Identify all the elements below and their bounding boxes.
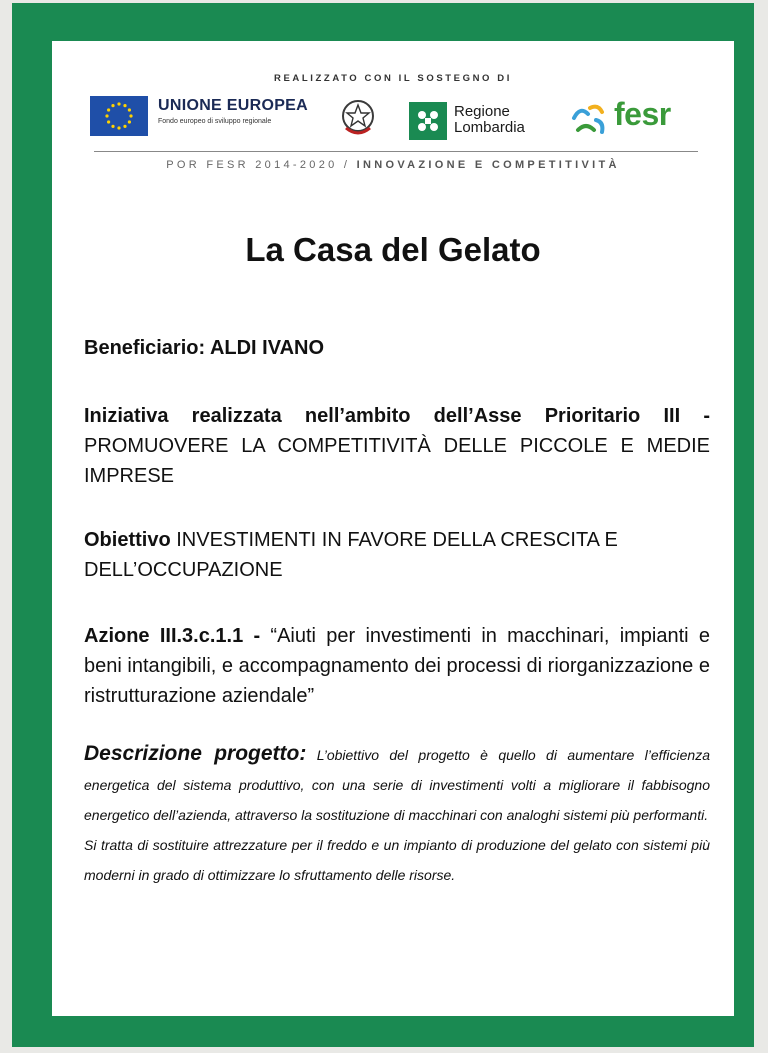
logo-row [52,96,734,146]
sponsor-line: REALIZZATO CON IL SOSTEGNO DI [274,73,512,84]
eu-flag-icon [90,96,148,136]
region-lombardia-text: Regione Lombardia [454,103,525,136]
objective: Obiettivo INVESTIMENTI IN FAVORE DELLA CRESCITA E DELL’OCCUPAZIONE [84,529,618,581]
action: Azione III.3.c.1.1 - “Aiuti per investimenti in macchinari, impianti e beni intangibili, e accompagnamento dei processi di riorganizzazione e ristrutturazione aziendale” [84,625,711,707]
program-line: POR FESR 2014-2020 / INNOVAZIONE E COMPETITIVITÀ [166,159,620,171]
region-lombardia-icon [409,102,447,140]
project-description: Descrizione progetto: L’obiettivo del progetto è quello di aumentare l’efficienza energetica del sistema produttivo, con una serie di investimenti volti a migliorare il fabbisogno energetico dell’azienda, attraverso la sostituzione di macchinari con analoghi sistemi più performanti. Si tratta di sostituire attrezzature per il freddo e un impianto di produzione del gelato con sistemi più moderni in grado di ottimizzare lo sfruttamento delle risorse. [84,742,710,883]
page-title: La Casa del Gelato [245,231,541,268]
italian-emblem-icon [338,96,378,140]
fesr-icon [568,100,610,142]
poster-frame [12,3,754,1047]
poster-sheet [52,41,734,1016]
beneficiary: Beneficiario: ALDI IVANO [84,337,325,359]
header-divider [94,151,698,152]
eu-logo-title: UNIONE EUROPEA [158,97,308,114]
initiative: Iniziativa realizzata nell’ambito dell’Asse Prioritario III - PROMUOVERE LA COMPETITIVITÀ DELLE PICCOLE E MEDIE IMPRESE [84,405,710,487]
fesr-logo-text: fesr [614,96,671,132]
eu-logo-subtitle: Fondo europeo di sviluppo regionale [158,118,272,125]
